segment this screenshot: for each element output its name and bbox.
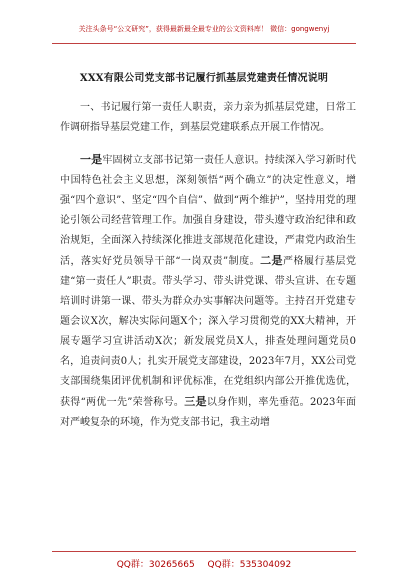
lead-phrase-1: 一是 xyxy=(80,153,103,166)
paragraph-text-1: 牢固树立支部书记第一责任人意识。持续深入学习新时代中国特色社会主义思想，深刻领悟“两个确立”的决定性意义，增强“四个意识”、坚定“四个自信”、做到“两个维护”，坚持用党的理论引领公司经营管理工作。加强自身建设，带头遵守政治纪律和政治规矩，全面深入持续深化推进支部规范化建设，严肃党内政治生活，落实好党员领导干部“一岗双责”制度。 xyxy=(60,155,357,267)
paragraph-text-3: 以身作则，率先垂范。2023年面对严峻复杂的环境，作为党支部书记，我主动增 xyxy=(60,397,357,428)
document-title: XXX有限公司党支部书记履行抓基层党建责任情况说明 xyxy=(79,73,329,84)
paragraph-text-2: 严格履行基层党建“第一责任人”职责。带头学习、带头讲党课、带头宣讲、在专题培训时讲第一课、带头为群众办实事解决问题等。主持召开党建专题会议X次，解决实际问题X个；深入学习贯彻党的XX大精神，开展专题学习宣讲活动X次；新发展党员X人，排查处理问题党员0名，追责问责0人；扎实开展党支部建设，2023年7月，XX公司党支部围绕集团评优机制和评优标准，在党组织内部公开推优选优，获得“两优一先”荣誉称号。 xyxy=(60,256,356,408)
document-body xyxy=(60,98,356,433)
paragraph-intro: 一、书记履行第一责任人职责，亲力亲为抓基层党建，日常工作调研指导基层党建工作，到基层党建联系点开展工作情况。 xyxy=(60,102,356,133)
lead-phrase-3: 三是 xyxy=(184,395,207,408)
page-footer xyxy=(0,551,408,575)
lead-phrase-2: 二是 xyxy=(260,254,284,267)
page-header xyxy=(0,0,408,46)
header-divider xyxy=(52,43,356,44)
header-banner-text: 关注头条号“公文研究”，获得最新最全最专业的公文资料库！ 微信：gongwenyj xyxy=(78,25,330,33)
paragraph-details xyxy=(60,150,356,433)
footer-qq-groups: QQ群：30265665 QQ群：535304092 xyxy=(116,560,292,570)
footer-divider xyxy=(52,551,356,552)
